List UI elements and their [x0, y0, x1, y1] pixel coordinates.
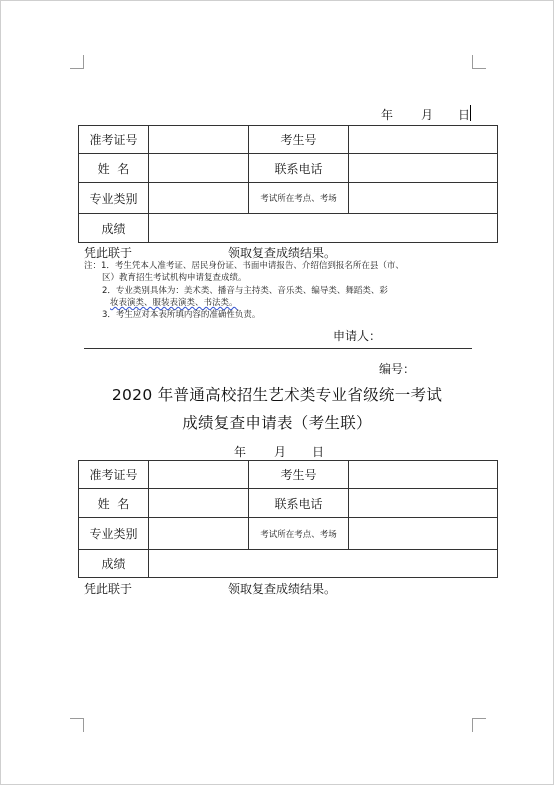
bottom-field-score[interactable]: [149, 550, 498, 578]
bottom-label-score: 成绩: [79, 550, 149, 578]
bottom-label-major: 专业类别: [79, 518, 149, 550]
bottom-field-admission-no[interactable]: [149, 461, 249, 489]
note-line-1: 注：1．考生凭本人准考证、居民身份证、书面申请报告、介绍信到报名所在县（市、: [84, 261, 404, 271]
form-title-line-1: 2020 年普通高校招生艺术类专业省级统一考试: [111, 386, 443, 404]
bottom-field-candidate-no[interactable]: [349, 461, 498, 489]
top-field-candidate-no[interactable]: [349, 126, 498, 154]
applicant-label: 申请人：: [333, 329, 382, 343]
top-label-major: 专业类别: [79, 183, 149, 214]
top-pickup-suffix: 领取复查成绩结果。: [228, 246, 337, 260]
top-field-admission-no[interactable]: [149, 126, 249, 154]
bottom-field-exam-site[interactable]: [349, 518, 498, 550]
bottom-field-name[interactable]: [149, 489, 249, 518]
top-field-name[interactable]: [149, 154, 249, 183]
top-field-phone[interactable]: [349, 154, 498, 183]
note-line-3: 2．专业类别具体为：美术类、播音与主持类、音乐类、编导类、舞蹈类、彩: [102, 285, 388, 296]
note-line-4: 妆表演类、服装表演类、书法类。: [110, 297, 238, 308]
serial-number-label: 编号：: [379, 362, 416, 376]
cut-line: [84, 348, 472, 349]
bottom-field-major[interactable]: [149, 518, 249, 550]
crop-mark-top-right: [472, 55, 486, 69]
top-label-candidate-no: 考生号: [249, 126, 349, 154]
top-date-year: 年: [381, 108, 394, 122]
crop-mark-bottom-right: [472, 718, 486, 732]
bottom-label-name: 姓 名: [79, 489, 149, 518]
note-line-5: 3．考生应对本表所填内容的准确性负责。: [102, 310, 261, 321]
bottom-pickup-suffix: 领取复查成绩结果。: [228, 582, 337, 596]
top-label-name: 姓 名: [79, 154, 149, 183]
top-date-day: 日: [458, 108, 471, 122]
top-field-score[interactable]: [149, 214, 498, 243]
bottom-form-table: [78, 460, 498, 578]
bottom-field-phone[interactable]: [349, 489, 498, 518]
top-date-month: 月: [421, 108, 434, 122]
bottom-label-admission-no: 准考证号: [79, 461, 149, 489]
top-label-phone: 联系电话: [249, 154, 349, 183]
top-pickup-prefix: 凭此联于: [84, 246, 133, 260]
bottom-pickup-prefix: 凭此联于: [84, 582, 133, 596]
top-label-score: 成绩: [79, 214, 149, 243]
form-title-line-2: 成绩复查申请表（考生联）: [182, 414, 372, 432]
top-form-table: [78, 125, 498, 243]
bottom-date-year: 年: [234, 445, 247, 459]
note-line-2: 区）教育招生考试机构申请复查成绩。: [102, 273, 247, 284]
crop-mark-top-left: [70, 55, 84, 69]
top-field-exam-site[interactable]: [349, 183, 498, 214]
top-label-admission-no: 准考证号: [79, 126, 149, 154]
bottom-date-day: 日: [312, 445, 325, 459]
crop-mark-bottom-left: [70, 718, 84, 732]
top-field-major[interactable]: [149, 183, 249, 214]
bottom-label-phone: 联系电话: [249, 489, 349, 518]
bottom-label-exam-site: 考试所在考点、考场: [249, 518, 349, 550]
top-notes: [84, 260, 484, 321]
bottom-label-candidate-no: 考生号: [249, 461, 349, 489]
text-cursor: [470, 105, 471, 121]
bottom-date-month: 月: [274, 445, 287, 459]
top-label-exam-site: 考试所在考点、考场: [249, 183, 349, 214]
